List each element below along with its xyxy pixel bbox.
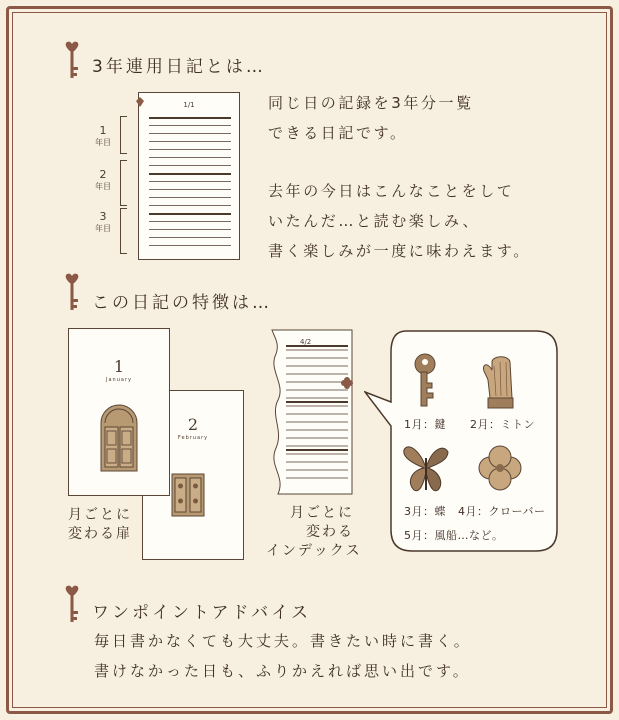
motif-label-mitten: 2月：ミトン [470, 418, 535, 431]
butterfly-motif-icon [402, 440, 450, 496]
diary-page-diagram [138, 92, 240, 260]
index-caption: 月ごとに 変わる インデックス [266, 505, 362, 559]
key-motif-icon [408, 352, 442, 410]
motif-label-balloon-etc: 5月：風船…など。 [404, 529, 504, 542]
card-1-number: 1 [113, 357, 125, 376]
year-label-2: 2 年目 [95, 168, 111, 191]
bracket-year-2 [120, 160, 127, 206]
card-2-number: 2 [187, 415, 199, 434]
clover-tab-icon [340, 376, 354, 390]
diagram-date: 1/1 [183, 101, 195, 109]
mitten-motif-icon [480, 354, 520, 410]
motif-label-key: 1月：鍵 [404, 418, 446, 431]
advice-paragraph: 毎日書かなくても大丈夫。書きたい時に書く。 書けなかった日も、ふりかえれば思い出です。 [94, 632, 472, 680]
diagram-index-tab-icon [134, 96, 146, 108]
key-bullet-icon [62, 40, 82, 82]
key-bullet-icon [62, 584, 82, 626]
doors-caption: 月ごとに 変わる扉 [66, 504, 134, 546]
square-door-icon [171, 473, 205, 517]
clover-motif-icon [474, 442, 526, 494]
section-heading-3-year-diary: 3年連用日記とは… [92, 57, 266, 77]
motif-label-clover: 4月：クローバー [458, 505, 546, 518]
month-door-card-1 [68, 328, 170, 496]
index-page-diagram [264, 326, 360, 498]
intro-paragraph-2: 去年の今日はこんなことをして いたんだ…と読む楽しみ、 書く楽しみが一度に味わえます。 [268, 182, 531, 260]
card-2-month: February [177, 435, 209, 441]
key-bullet-icon [62, 272, 82, 314]
bracket-year-1 [120, 116, 127, 154]
year-label-3: 3 年目 [95, 210, 111, 233]
section-heading-advice: ワンポイントアドバイス [92, 603, 311, 623]
section-heading-features: この日記の特徴は… [92, 293, 272, 313]
year-label-1: 1 年目 [95, 124, 111, 147]
arched-door-icon [99, 403, 139, 473]
index-page-date: 4/2 [300, 338, 312, 346]
card-1-month: January [106, 377, 132, 383]
intro-paragraph-1: 同じ日の記録を3年分一覧 できる日記です。 [268, 94, 474, 142]
bracket-year-3 [120, 208, 127, 254]
motif-label-butterfly: 3月：蝶 [404, 505, 446, 518]
